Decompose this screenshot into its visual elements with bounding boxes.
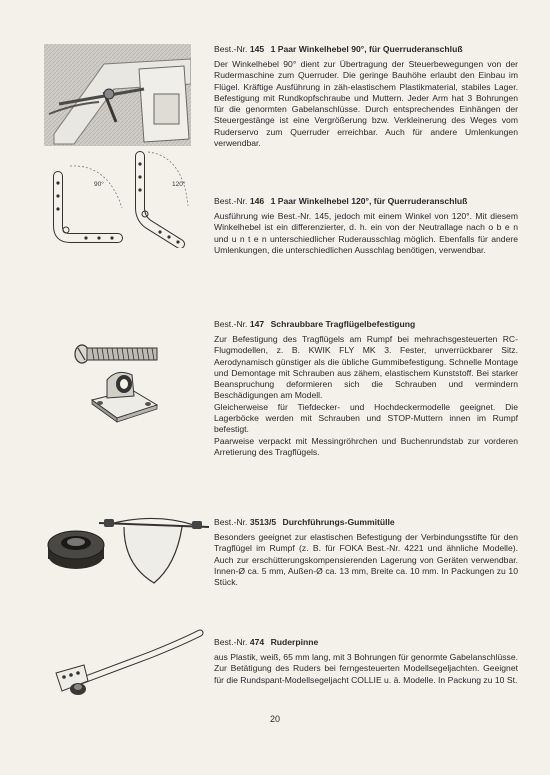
grommet-icon <box>48 531 104 569</box>
item-heading <box>214 44 518 55</box>
order-number: 147 <box>249 319 265 329</box>
angle-label-120: 120° <box>172 181 186 188</box>
item-heading <box>214 319 518 330</box>
item-description: Gleicherweise für Tiefdecker- und Hochdeckermodelle geeignet. Die Lagerböcke werden mit Schrauben und STOP-Muttern innen im Rumpf befestigt. <box>214 401 518 435</box>
item-title: 1 Paar Winkelhebel 120°, für Querruderanschluß <box>270 196 468 206</box>
order-label: Best.-Nr. <box>214 319 248 329</box>
screw-icon <box>75 345 157 363</box>
page-number: 20 <box>269 714 280 724</box>
item-description: Besonders geeignet zur elastischen Befestigung der Verbindungsstifte für den Tragflügel im Rumpf (z. B. für FOKA Best.-Nr. 4221 und ähnliche Modelle). Auch zur erschütterungskompensierenden Lagerung von Geräten verwendbar. Innen-Ø ca. 5 mm, Außen-Ø ca. 13 mm, Breite ca. 10 mm. In Packungen zu 10 Stück. <box>214 532 518 588</box>
item-146 <box>214 196 518 256</box>
angle-levers-drawing <box>48 146 198 248</box>
item-description: Zur Befestigung des Tragflügels am Rumpf bei mehrachsgesteuerten RC-Flugmodellen, z. B. KWIK FLY MK 3. Fester, unverrückbarer Sitz. Aerodynamisch günstiger als die übliche Gummibefestigung. Schnelle Montage und Demontage mit Schrauben aus zähem, elastischem Kunststoff. Bei starker Beanspruchung deformieren sich die Schrauben und vermindern Beschädigungen am Modell. <box>214 334 518 401</box>
order-number: 146 <box>249 196 265 206</box>
order-number: 3513/5 <box>249 517 277 527</box>
bearing-block-icon <box>92 372 157 422</box>
item-description: aus Plastik, weiß, 65 mm lang, mit 3 Bohrungen für genormte Gabelanschlüsse. Zur Betätigung des Ruders bei ferngesteuerten Modellsegeljachten. Geeignet für die Rundspant-Modellsegeljacht COLLIE u. ä. Modelle. In Packung zu 10 St. <box>214 652 518 685</box>
order-label: Best.-Nr. <box>214 44 248 54</box>
angle-label-90: 90° <box>94 181 104 188</box>
item-title: 1 Paar Winkelhebel 90°, für Querruderanschluß <box>270 44 463 54</box>
lever-90-drawing <box>56 166 122 240</box>
item-474 <box>214 637 518 686</box>
rudder-tiller-drawing <box>50 625 210 705</box>
item-145 <box>214 44 518 149</box>
order-number: 474 <box>249 637 265 647</box>
item-heading <box>214 196 518 207</box>
order-label: Best.-Nr. <box>214 196 248 206</box>
item-heading <box>214 637 518 648</box>
grommet-drawing <box>44 505 214 590</box>
lever-120-drawing <box>138 152 188 244</box>
wing-mount-screw-drawing <box>72 330 172 430</box>
item-title: Schraubbare Tragflügelbefestigung <box>270 319 416 329</box>
order-number: 145 <box>249 44 265 54</box>
item-title: Ruderpinne <box>270 637 319 647</box>
item-description: Der Winkelhebel 90° dient zur Übertragung der Steuerbewegungen von der Rudermaschine zum Querruder. Die geringe Bauhöhe erlaubt den Einbau im Flügel. Kräftige Ausführung in zäh-elastischem Plastikmaterial, stabiles Lager. Befestigung mit Rundkopfschraube und Muttern. Jeder Arm hat 3 Bohrungen für die genormten Gabelanschlüsse. Durch entsprechendes Einhängen der Steuergestänge ist eine Vergrößerung bzw. Verkleinerung des Weges vom Ruderservo zum Querruder erreichbar. Auch für andere Umlenkungen verwendbar. <box>214 59 518 149</box>
item-heading <box>214 517 518 528</box>
order-label: Best.-Nr. <box>214 517 248 527</box>
item-3513-5 <box>214 517 518 588</box>
item-147 <box>214 319 518 458</box>
order-label: Best.-Nr. <box>214 637 248 647</box>
item-description: Ausführung wie Best.-Nr. 145, jedoch mit einem Winkel von 120°. Mit diesem Winkelhebel ist ein differenzierter, d. h. ein von der Neutrallage nach o b e n und u n t e n unterschiedlicher Ruderausschlag möglich. Ebenfalls für andere Umlenkungen, die unterschiedlichen Ausschlag benötigen, verwendbar. <box>214 211 518 255</box>
lever-installation-photo <box>44 44 191 146</box>
item-title: Durchführungs-Gummitülle <box>282 517 395 527</box>
item-description: Paarweise verpackt mit Messingröhrchen und Buchenrundstab zur vorderen Arretierung des Tragflügels. <box>214 435 518 457</box>
fuselage-section-icon <box>99 518 209 583</box>
